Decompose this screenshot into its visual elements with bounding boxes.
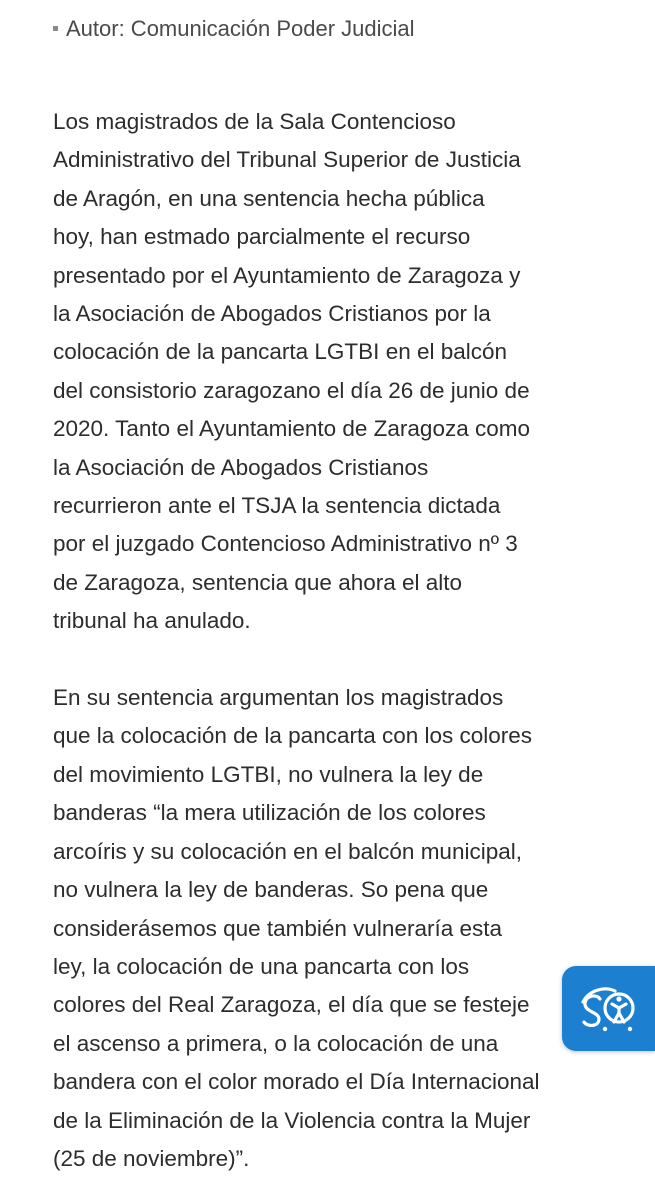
accessibility-icon-head bbox=[616, 996, 621, 1001]
accessibility-button[interactable] bbox=[562, 966, 655, 1051]
paragraph-line: recurrieron ante el TSJA la sentencia dictada bbox=[53, 493, 501, 519]
paragraph-line: la Asociación de Abogados Cristianos por la bbox=[53, 301, 491, 327]
paragraph-line: Los magistrados de la Sala Contencioso bbox=[53, 109, 456, 134]
paragraph-line: En su sentencia argumentan los magistrados bbox=[53, 685, 504, 711]
paragraph-line: banderas “la mera utilización de los colores bbox=[53, 800, 486, 826]
article-paragraph-1 bbox=[53, 103, 613, 641]
paragraph-line: por el juzgado Contencioso Administrativo nº 3 bbox=[53, 531, 518, 557]
author-line bbox=[53, 12, 415, 46]
paragraph-line: Administrativo del Tribunal Superior de Justicia bbox=[53, 147, 521, 173]
paragraph-line: hoy, han estmado parcialmente el recurso bbox=[53, 224, 471, 250]
article-paragraph-2 bbox=[53, 679, 613, 1178]
paragraph-line: arcoíris y su colocación en el balcón municipal, bbox=[53, 838, 522, 864]
paragraph-line: colores del Real Zaragoza, el día que se festeje bbox=[53, 992, 530, 1018]
paragraph-line: de la Eliminación de la Violencia contra la Mujer bbox=[53, 1107, 531, 1133]
paragraph-line: del consistorio zaragozano el día 26 de junio de bbox=[53, 377, 530, 403]
author-label: Autor: Comunicación Poder Judicial bbox=[66, 16, 415, 41]
paragraph-line: bandera con el color morado el Día Internacional bbox=[53, 1069, 540, 1095]
paragraph-line: que la colocación de la pancarta con los colores bbox=[53, 723, 533, 749]
paragraph-line: de Zaragoza, sentencia que ahora el alto bbox=[53, 569, 463, 595]
paragraph-line: presentado por el Ayuntamiento de Zaragoza y bbox=[53, 262, 521, 288]
paragraph-line: la Asociación de Abogados Cristianos bbox=[53, 454, 429, 480]
paragraph-line: (25 de noviembre)”. bbox=[53, 1145, 250, 1171]
accessibility-icon bbox=[575, 978, 643, 1040]
paragraph-line: de Aragón, en una sentencia hecha pública bbox=[53, 185, 485, 211]
paragraph-line: ley, la colocación de una pancarta con los bbox=[53, 953, 470, 979]
bullet-icon bbox=[53, 26, 58, 31]
paragraph-line: del movimiento LGTBI, no vulnera la ley de bbox=[53, 761, 484, 787]
paragraph-line: 2020. Tanto el Ayuntamiento de Zaragoza como bbox=[53, 416, 530, 442]
paragraph-line: el ascenso a primera, o la colocación de una bbox=[53, 1030, 499, 1056]
paragraph-line: considerásemos que también vulneraría esta bbox=[53, 915, 503, 941]
paragraph-line: colocación de la pancarta LGTBI en el balcón bbox=[53, 339, 508, 365]
article-body bbox=[53, 103, 613, 1178]
paragraph-line: tribunal ha anulado. bbox=[53, 608, 251, 634]
paragraph-line: no vulnera la ley de banderas. So pena que bbox=[53, 877, 489, 903]
